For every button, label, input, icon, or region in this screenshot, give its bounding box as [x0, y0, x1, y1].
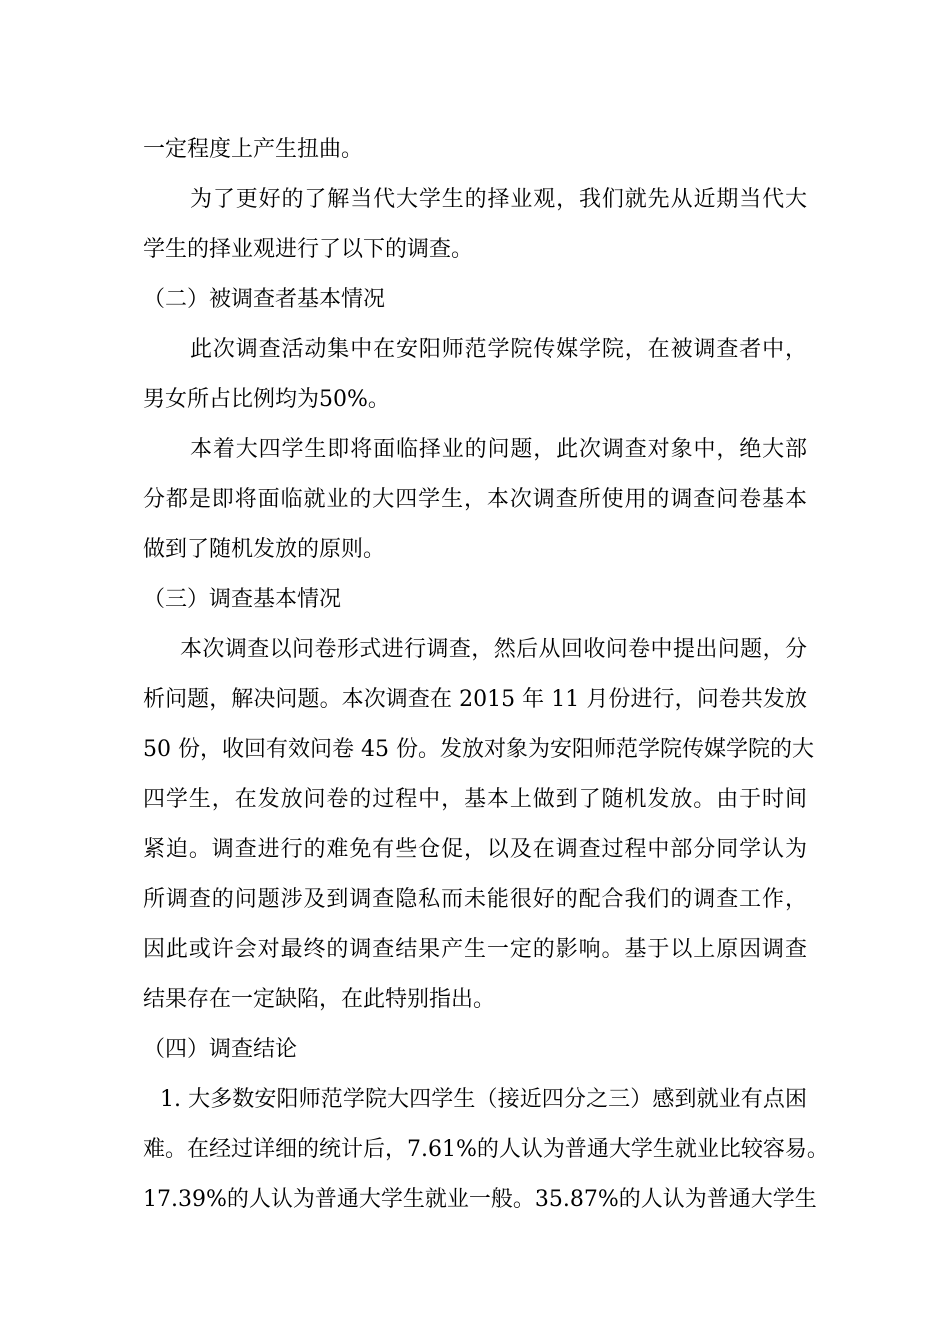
- paragraph-line: 难。在经过详细的统计后，7.61%的人认为普通大学生就业比较容易。: [143, 1137, 829, 1162]
- paragraph-line: 因此或许会对最终的调查结果产生一定的影响。基于以上原因调查: [143, 937, 807, 962]
- text-line: 结果存在一定缺陷，在此特别指出。: [143, 987, 496, 1012]
- paragraph-line: 四学生，在发放问卷的过程中，基本上做到了随机发放。由于时间: [143, 787, 807, 812]
- paragraph-line: 所调查的问题涉及到调查隐私而未能很好的配合我们的调查工作，: [143, 887, 807, 912]
- section-heading: （四）调查结论: [143, 1037, 298, 1062]
- paragraph-line: 为了更好的了解当代大学生的择业观，我们就先从近期当代大: [190, 187, 807, 212]
- paragraph-line: 本次调查以问卷形式进行调查，然后从回收问卷中提出问题，分: [180, 637, 807, 662]
- section-heading: （三）调查基本情况: [143, 587, 342, 612]
- paragraph-line: 紧迫。调查进行的难免有些仓促，以及在调查过程中部分同学认为: [143, 837, 807, 862]
- paragraph-line: 析问题，解决问题。本次调查在 2015 年 11 月份进行，问卷共发放: [143, 687, 807, 712]
- text-line: 男女所占比例均为50%。: [143, 387, 390, 412]
- text-line: 学生的择业观进行了以下的调查。: [143, 237, 474, 262]
- paragraph-line: 分都是即将面临就业的大四学生，本次调查所使用的调查问卷基本: [143, 487, 807, 512]
- paragraph-line: 50 份，收回有效问卷 45 份。发放对象为安阳师范学院传媒学院的大: [143, 737, 814, 762]
- paragraph-line: 1. 大多数安阳师范学院大四学生（接近四分之三）感到就业有点困: [160, 1087, 807, 1112]
- paragraph-line: 此次调查活动集中在安阳师范学院传媒学院，在被调查者中，: [190, 337, 807, 362]
- paragraph-line: 17.39%的人认为普通大学生就业一般。35.87%的人认为普通大学生: [143, 1187, 817, 1212]
- text-line: 一定程度上产生扭曲。: [143, 137, 364, 162]
- section-heading: （二）被调查者基本情况: [143, 287, 386, 312]
- text-line: 做到了随机发放的原则。: [143, 537, 386, 562]
- paragraph-line: 本着大四学生即将面临择业的问题，此次调查对象中，绝大部: [190, 437, 807, 462]
